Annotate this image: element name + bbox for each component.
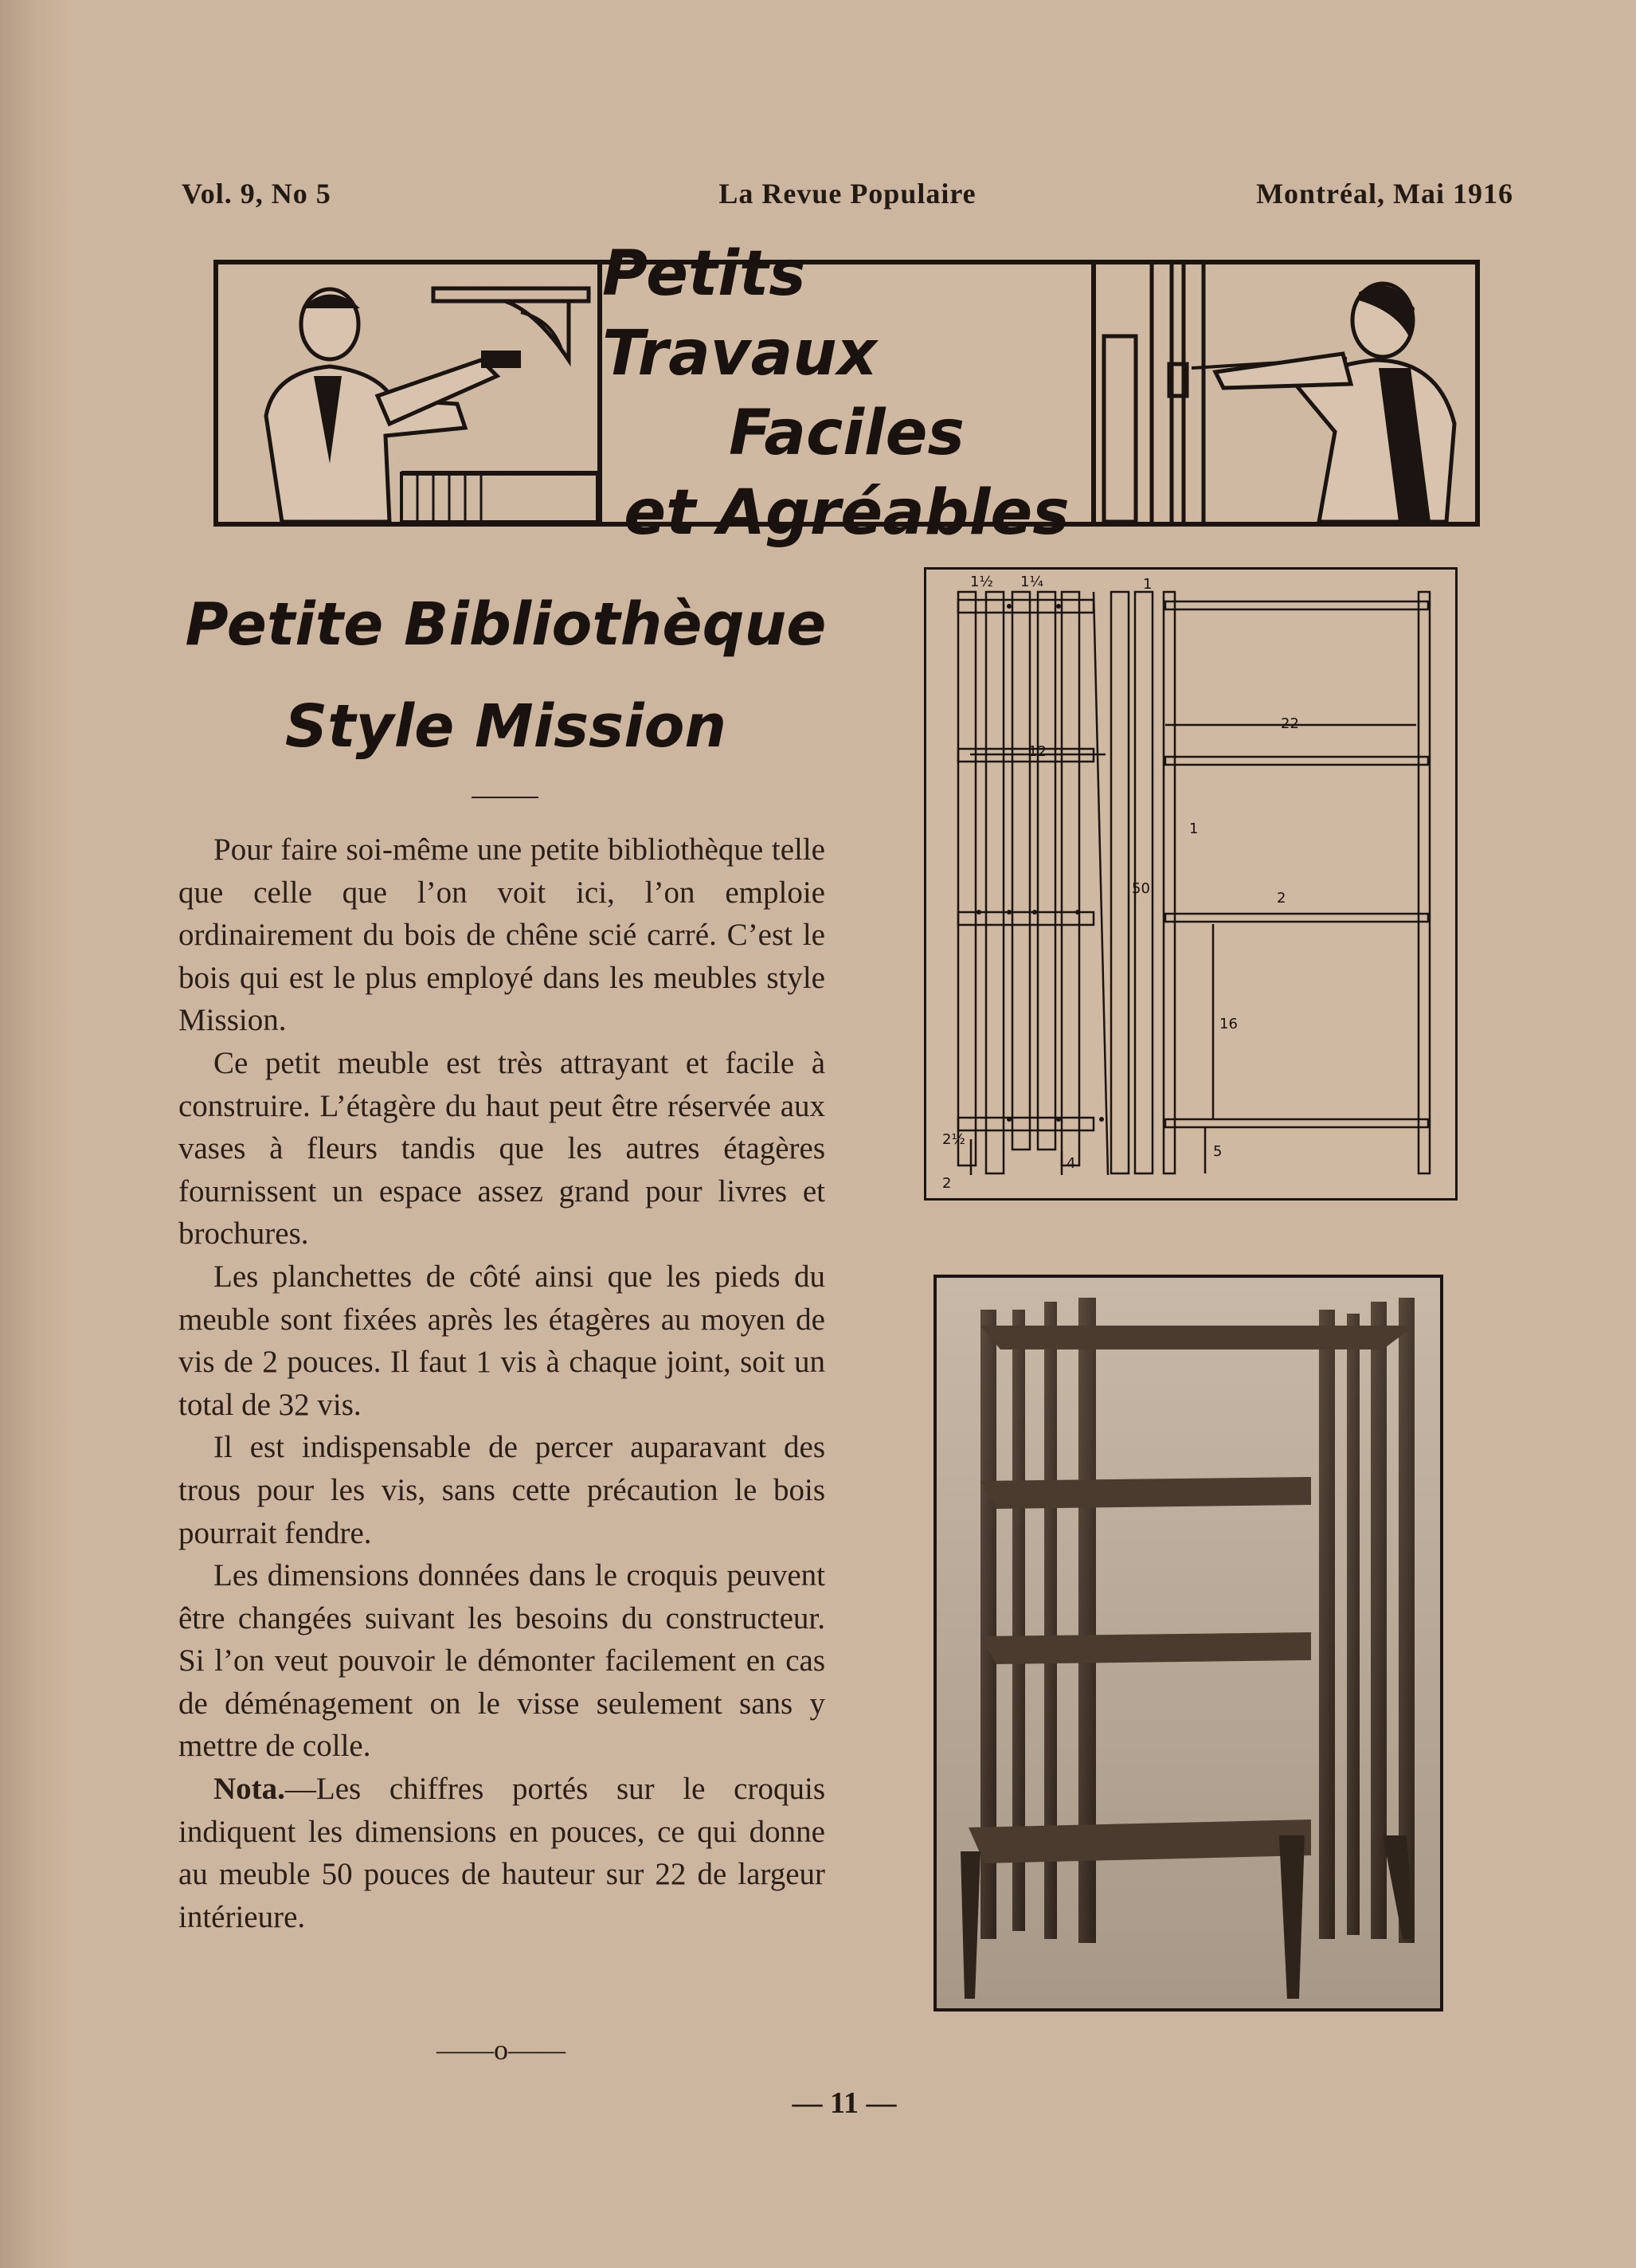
nota-label: Nota. <box>213 1772 285 1807</box>
page-number: — 11 — <box>792 2086 897 2120</box>
banner-title-line-3: et Agréables <box>624 476 1070 549</box>
nota-paragraph <box>178 1768 825 1938</box>
running-head <box>182 177 1513 217</box>
paragraph-4: Il est indispensable de percer auparavant des trous pour les vis, sans cette précaution le bois pourrait fendre. <box>178 1430 825 1550</box>
end-ornament: ——o—— <box>436 2034 566 2066</box>
article-title-line-2: Style Mission <box>284 692 727 761</box>
article-body <box>178 828 825 1938</box>
paragraph-5: Les dimensions données dans le croquis peuvent être changées suivant les besoins du constructeur. Si l’on veut pouvoir le démonter facilement en cas de déménagement on le visse seulement sans y mettre de colle. <box>178 1558 825 1764</box>
dim-label-foot: 2 <box>942 1175 952 1192</box>
magazine-name: La Revue Populaire <box>718 178 977 210</box>
banner-title <box>602 237 1091 549</box>
dim-label-width: 22 <box>1281 715 1299 732</box>
article-title <box>167 574 844 778</box>
dim-label-top-a: 1½ <box>970 574 993 590</box>
dim-label-leg-c: 5 <box>1213 1143 1223 1160</box>
dim-label-height: 50 <box>1132 880 1150 897</box>
nota-text: —Les chiffres portés sur le croquis indiquent les dimensions en pouces, ce qui donne au meuble 50 pouces de hauteur sur 22 de largeur intérieure. <box>178 1772 825 1934</box>
dim-label-side-width: 12 <box>1028 743 1047 760</box>
banner-illustration-left <box>218 264 602 522</box>
page-gutter-shadow <box>0 0 76 2268</box>
section-banner <box>213 237 1480 549</box>
paragraph-1: Pour faire soi-même une petite bibliothèque telle que celle que l’on voit ici, l’on emploie ordinairement du bois de chêne scié carré. C’est le bois qui est le plus employé dans les meubles style Mission. <box>178 832 825 1038</box>
dim-label-spacing-b: 2 <box>1277 890 1286 907</box>
bookcase-plan-diagram <box>924 567 1458 1201</box>
volume-number: Vol. 9, No 5 <box>182 178 331 210</box>
title-divider <box>472 797 538 798</box>
dim-label-spacing-a: 1 <box>1189 821 1199 837</box>
paragraph-3: Les planchettes de côté ainsi que les pieds du meuble sont fixées après les étagères au moyen de vis de 2 pouces. Il faut 1 vis à chaque joint, soit un total de 32 vis. <box>178 1259 825 1422</box>
bookcase-photograph <box>933 1275 1443 2011</box>
dim-label-leg-a: 2½ <box>942 1131 965 1148</box>
place-and-date: Montréal, Mai 1916 <box>1256 178 1513 210</box>
dim-label-top-b: 1¼ <box>1020 574 1043 590</box>
article-title-line-1: Petite Bibliothèque <box>185 590 827 659</box>
banner-illustration-right <box>1091 264 1475 522</box>
dim-label-spacing-c: 16 <box>1219 1016 1238 1032</box>
banner-title-line-1: Petits Travaux <box>602 237 878 390</box>
paragraph-2: Ce petit meuble est très attrayant et facile à construire. L’étagère du haut peut être réservée aux vases à fleurs tandis que les autres étagères fournissent un espace assez grand pour livres et brochures. <box>178 1045 825 1252</box>
banner-title-line-2: Faciles <box>728 397 965 469</box>
dim-label-leg-b: 4 <box>1067 1155 1076 1172</box>
dim-label-top-c: 1 <box>1143 576 1153 593</box>
